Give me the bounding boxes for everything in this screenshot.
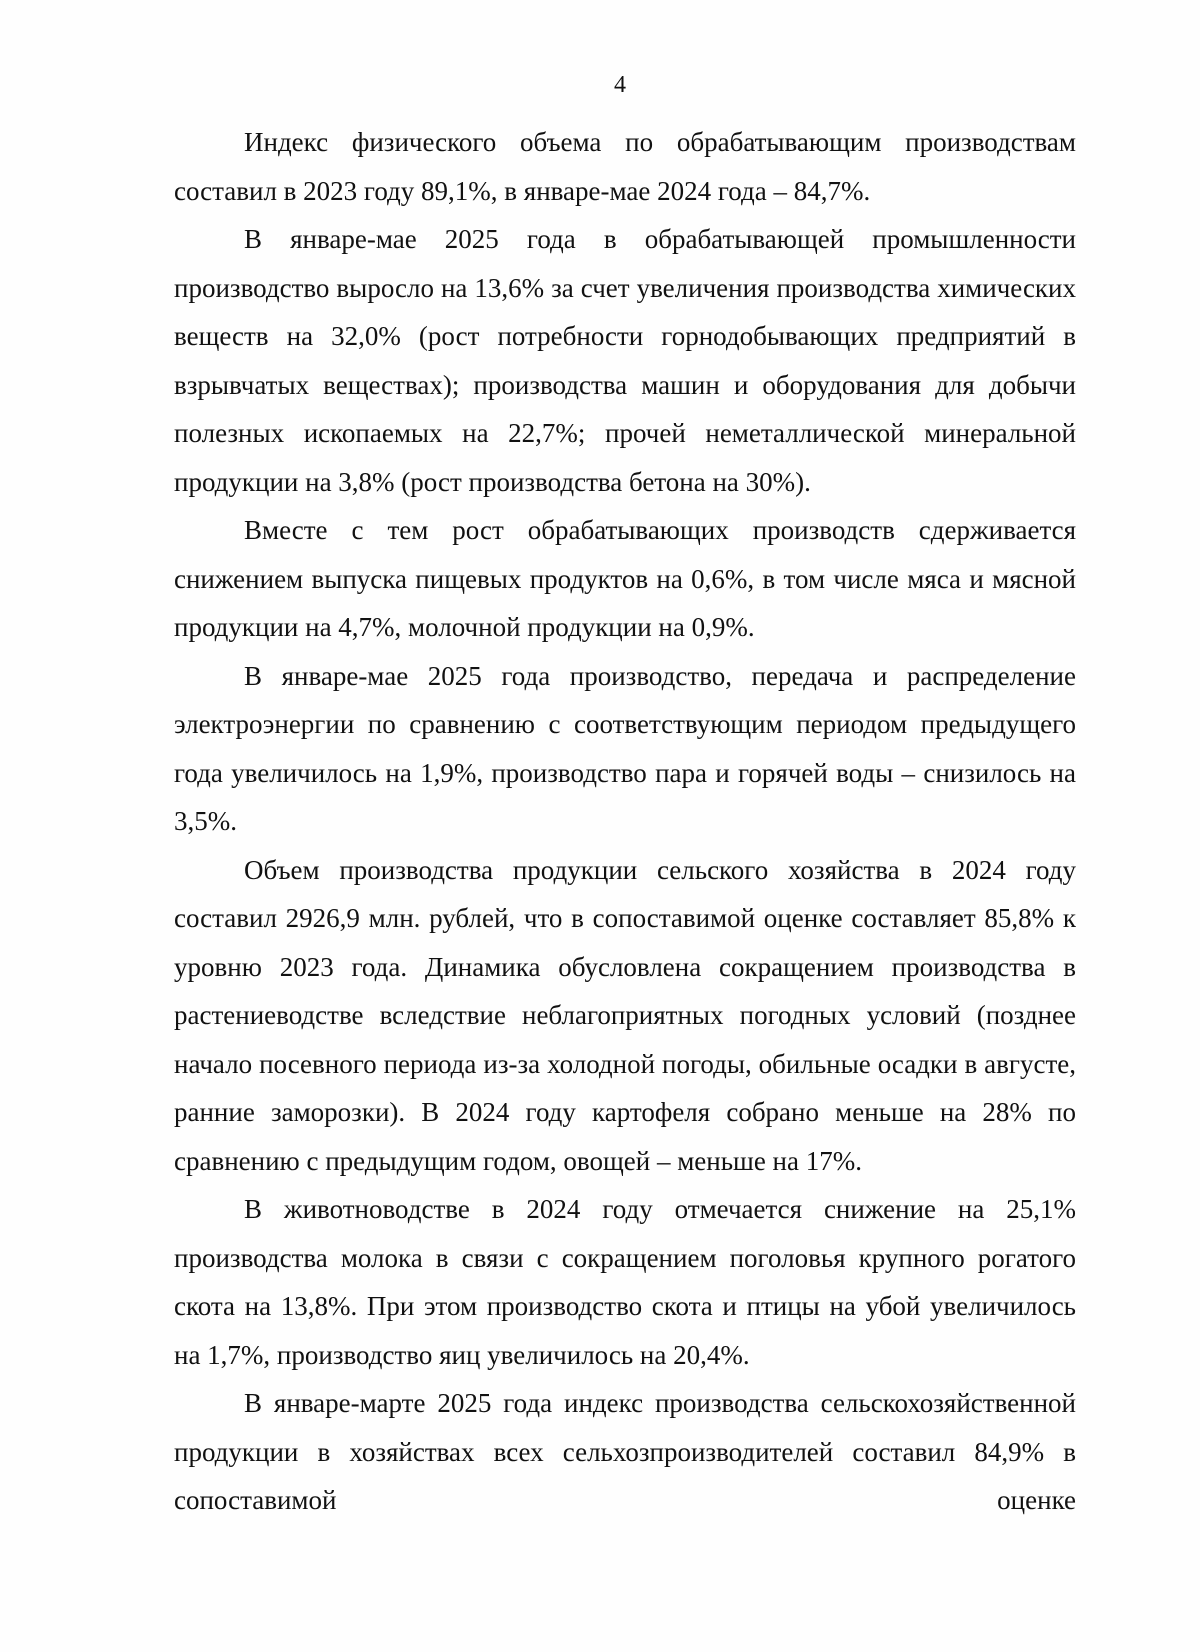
page-number: 4: [614, 72, 626, 98]
paragraph-manufacturing-growth: В январе-мае 2025 года в обрабатывающей промышленности производство выросло на 13,6% за счет увеличения производства химических веществ на 32,0% (рост потребности горнодобывающих предприятий в взрывчатых веществах); производства машин и оборудования для добычи полезных ископаемых на 22,7%; прочей неметаллической минеральной продукции на 3,8% (рост производства бетона на 30%).: [174, 224, 1076, 497]
document-body: [174, 118, 1076, 1525]
paragraph-agri-index: В январе-марте 2025 года индекс производства сельскохозяйственной продукции в хозяйствах всех сельхозпроизводителей составил 84,9% в сопоставимой оценке: [174, 1388, 1076, 1515]
paragraph-food-production: Вместе с тем рост обрабатывающих производств сдерживается снижением выпуска пищевых продуктов на 0,6%, в том числе мяса и мясной продукции на 4,7%, молочной продукции на 0,9%.: [174, 515, 1076, 642]
paragraph-agriculture: Объем производства продукции сельского хозяйства в 2024 году составил 2926,9 млн. рублей, что в сопоставимой оценке составляет 85,8% к уровню 2023 года. Динамика обусловлена сокращением производства в растениеводстве вследствие неблагоприятных погодных условий (позднее начало посевного периода из-за холодной погоды, обильные осадки в августе, ранние заморозки). В 2024 году картофеля собрано меньше на 28% по сравнению с предыдущим годом, овощей – меньше на 17%.: [174, 854, 1076, 1176]
paragraph-electricity: В январе-мае 2025 года производство, передача и распределение электроэнергии по сравнению с соответствующим периодом предыдущего года увеличилось на 1,9%, производство пара и горячей воды – снизилось на 3,5%.: [174, 660, 1076, 836]
paragraph-manufacturing-index: Индекс физического объема по обрабатывающим производствам составил в 2023 году 89,1%, в январе-мае 2024 года – 84,7%.: [174, 127, 1076, 206]
paragraph-livestock: В животноводстве в 2024 году отмечается снижение на 25,1% производства молока в связи с сокращением поголовья крупного рогатого скота на 13,8%. При этом производство скота и птицы на убой увеличилось на 1,7%, производство яиц увеличилось на 20,4%.: [174, 1194, 1076, 1370]
